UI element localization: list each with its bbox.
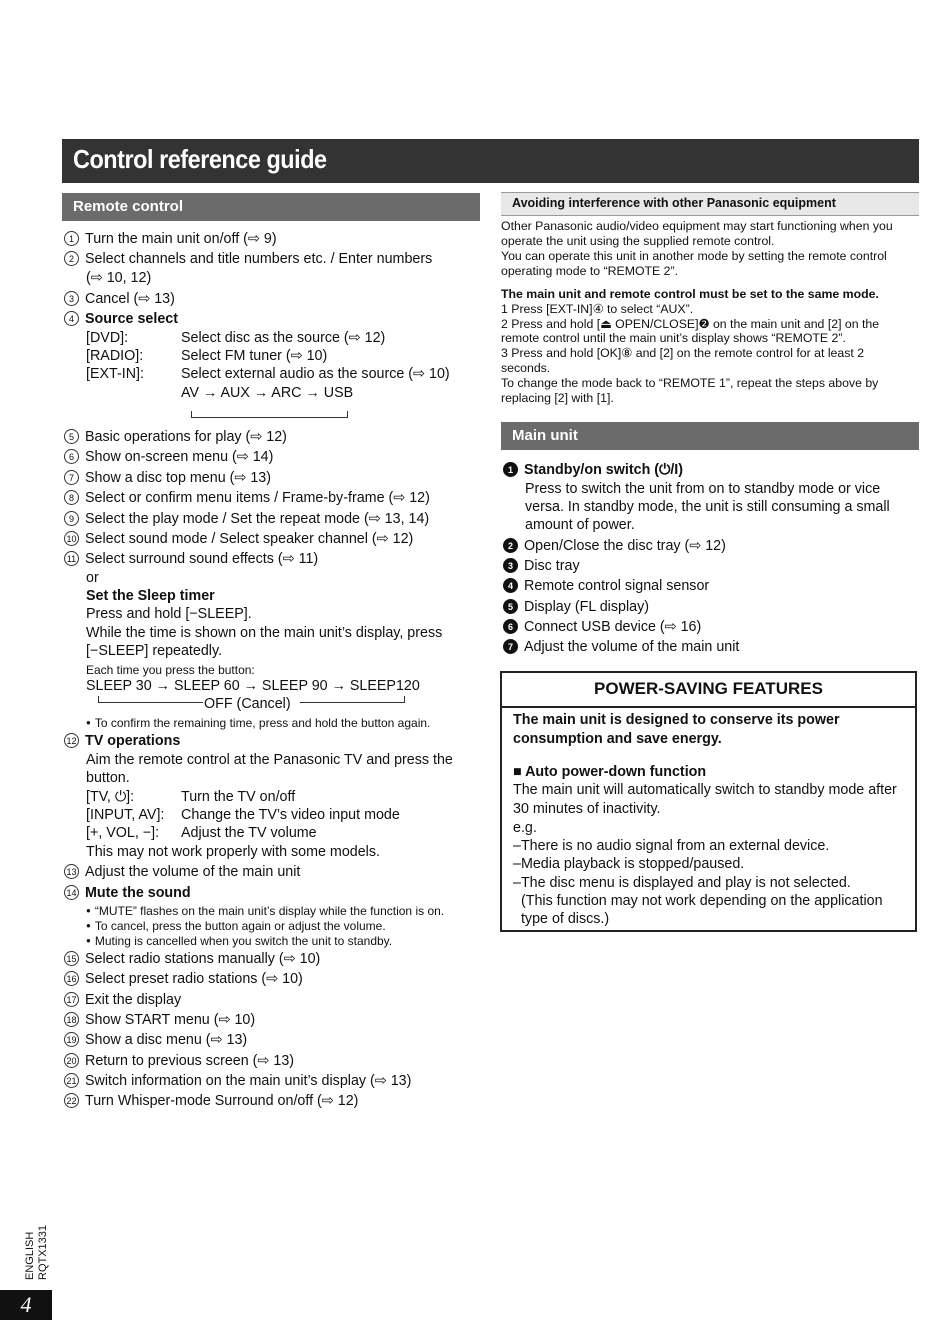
power-intro: consumption and save energy. [513, 731, 722, 747]
tv-text: Aim the remote control at the Panasonic TV and press the [86, 752, 453, 768]
main-unit-item: 4 Remote control signal sensor [503, 577, 709, 595]
list-item: 20 Return to previous screen (⇨ 13) [64, 1052, 294, 1070]
avoid-step: seconds. [501, 361, 551, 375]
language-label: ENGLISH [24, 1231, 36, 1280]
list-item: 8 Select or confirm menu items / Frame-by-frame (⇨ 12) [64, 489, 430, 507]
sleep-return-line-right [300, 696, 405, 703]
main-unit-heading: Main unit [501, 422, 919, 450]
list-item: 17 Exit the display [64, 991, 181, 1009]
avoid-bold: The main unit and remote control must be set to the same mode. [501, 287, 879, 301]
source-return-arrow [191, 411, 348, 418]
side-label [24, 1220, 50, 1280]
list-item-tv-operations: 12 TV operations [64, 732, 180, 750]
source-value: Select FM tuner (⇨ 10) [181, 348, 328, 364]
main-unit-item: 2 Open/Close the disc tray (⇨ 12) [503, 537, 726, 555]
page-title: Control reference guide [73, 144, 327, 174]
mute-note: ● Muting is cancelled when you switch the unit to standby. [86, 932, 392, 950]
list-item: 16 Select preset radio stations (⇨ 10) [64, 970, 303, 988]
list-item: 5 Basic operations for play (⇨ 12) [64, 428, 287, 446]
tv-note: This may not work properly with some models. [86, 844, 380, 860]
power-text: –The disc menu is displayed and play is not selected. [513, 875, 851, 891]
document-code: RQTX1331 [37, 1224, 49, 1280]
sleep-return-line-left [98, 696, 203, 703]
list-item: 7 Show a disc top menu (⇨ 13) [64, 469, 271, 487]
avoid-text: replacing [2] with [1]. [501, 391, 614, 405]
avoid-text: Other Panasonic audio/video equipment may start functioning when you [501, 219, 893, 233]
source-key: [EXT-IN]: [86, 366, 144, 382]
power-text: The main unit will automatically switch to standby mode after [513, 782, 897, 798]
avoid-interference-heading: Avoiding interference with other Panasonic equipment [501, 192, 919, 216]
avoid-text: You can operate this unit in another mode by setting the remote control [501, 249, 887, 263]
sleep-heading: Set the Sleep timer [86, 588, 215, 604]
list-item: 18 Show START menu (⇨ 10) [64, 1011, 255, 1029]
auto-power-down-heading: ■ Auto power-down function [513, 764, 707, 780]
list-item: 21 Switch information on the main unit’s display (⇨ 13) [64, 1072, 411, 1090]
mute-note: ● “MUTE” flashes on the main unit’s display while the function is on. [86, 902, 444, 920]
tv-key: [TV, ⏻]: [86, 789, 135, 805]
list-item: 2 Select channels and title numbers etc. / Enter numbers [64, 250, 432, 268]
sleep-text: While the time is shown on the main unit’s display, press [86, 625, 443, 641]
avoid-step: remote control until the main unit’s display shows “REMOTE 2”. [501, 331, 846, 345]
main-unit-desc: amount of power. [525, 517, 635, 533]
power-saving-heading: POWER-SAVING FEATURES [502, 673, 915, 708]
power-text: –There is no audio signal from an external device. [513, 838, 830, 854]
power-text: (This function may not work depending on the application [513, 893, 883, 909]
avoid-text: operate the unit using the supplied remote control. [501, 234, 775, 248]
sleep-note: ● To confirm the remaining time, press and hold the button again. [86, 714, 430, 732]
main-unit-item: 3 Disc tray [503, 557, 580, 575]
page-number: 4 [0, 1290, 52, 1320]
avoid-text: To change the mode back to “REMOTE 1”, repeat the steps above by [501, 376, 879, 390]
page-title-bar [62, 139, 919, 183]
source-key: [DVD]: [86, 330, 129, 346]
power-text: –Media playback is stopped/paused. [513, 856, 745, 872]
main-unit-item: 1 Standby/on switch (⏻/I) [503, 461, 683, 479]
tv-key: [INPUT, AV]: [86, 807, 165, 823]
sleep-off: OFF (Cancel) [204, 696, 291, 712]
list-item: 19 Show a disc menu (⇨ 13) [64, 1031, 247, 1049]
tv-value: Adjust the TV volume [181, 825, 317, 841]
tv-value: Change the TV’s video input mode [181, 807, 400, 823]
list-item: 3 Cancel (⇨ 13) [64, 290, 175, 308]
list-item: 15 Select radio stations manually (⇨ 10) [64, 950, 320, 968]
list-item: 1 Turn the main unit on/off (⇨ 9) [64, 230, 277, 248]
sleep-text: Each time you press the button: [86, 663, 255, 677]
tv-key: [+, VOL, −]: [86, 825, 160, 841]
sleep-text: [−SLEEP] repeatedly. [86, 643, 223, 659]
sleep-chain: SLEEP 30 → SLEEP 60 → SLEEP 90 → SLEEP120 [86, 678, 420, 694]
power-text: e.g. [513, 820, 537, 836]
avoid-step: 2 Press and hold [⏏ OPEN/CLOSE]❷ on the main unit and [2] on the [501, 317, 880, 331]
list-item: 6 Show on-screen menu (⇨ 14) [64, 448, 273, 466]
list-item: 11 Select surround sound effects (⇨ 11) [64, 550, 318, 568]
list-item-mute: 14 Mute the sound [64, 884, 191, 902]
power-intro: The main unit is designed to conserve its power [513, 712, 840, 728]
avoid-step: 1 Press [EXT-IN]④ to select “AUX”. [501, 302, 694, 316]
main-unit-item: 6 Connect USB device (⇨ 16) [503, 618, 701, 636]
power-saving-box [500, 671, 917, 932]
main-unit-desc: Press to switch the unit from on to standby mode or vice [525, 481, 881, 497]
source-value: Select disc as the source (⇨ 12) [181, 330, 386, 346]
tv-value: Turn the TV on/off [181, 789, 296, 805]
power-text: type of discs.) [513, 911, 610, 927]
list-item: 22 Turn Whisper-mode Surround on/off (⇨ 12) [64, 1092, 358, 1110]
list-item: 13 Adjust the volume of the main unit [64, 863, 300, 881]
main-unit-desc: versa. In standby mode, the unit is still consuming a small [525, 499, 890, 515]
main-unit-item: 7 Adjust the volume of the main unit [503, 638, 739, 656]
list-item-cont: (⇨ 10, 12) [86, 270, 152, 286]
avoid-step: 3 Press and hold [OK]⑧ and [2] on the remote control for at least 2 [501, 346, 865, 360]
list-item-source-select: 4 Source select [64, 310, 178, 328]
remote-control-heading: Remote control [62, 193, 480, 221]
mute-note: ● To cancel, press the button again or adjust the volume. [86, 917, 386, 935]
avoid-text: operating mode to “REMOTE 2”. [501, 264, 679, 278]
or-text: or [86, 570, 99, 586]
main-unit-item: 5 Display (FL display) [503, 598, 649, 616]
tv-text: button. [86, 770, 130, 786]
source-value: Select external audio as the source (⇨ 10) [181, 366, 450, 382]
list-item: 9 Select the play mode / Set the repeat mode (⇨ 13, 14) [64, 510, 429, 528]
power-text: 30 minutes of inactivity. [513, 801, 661, 817]
source-key: [RADIO]: [86, 348, 144, 364]
source-chain: AV → AUX → ARC → USB [181, 385, 354, 401]
list-item: 10 Select sound mode / Select speaker channel (⇨ 12) [64, 530, 413, 548]
sleep-text: Press and hold [−SLEEP]. [86, 606, 252, 622]
